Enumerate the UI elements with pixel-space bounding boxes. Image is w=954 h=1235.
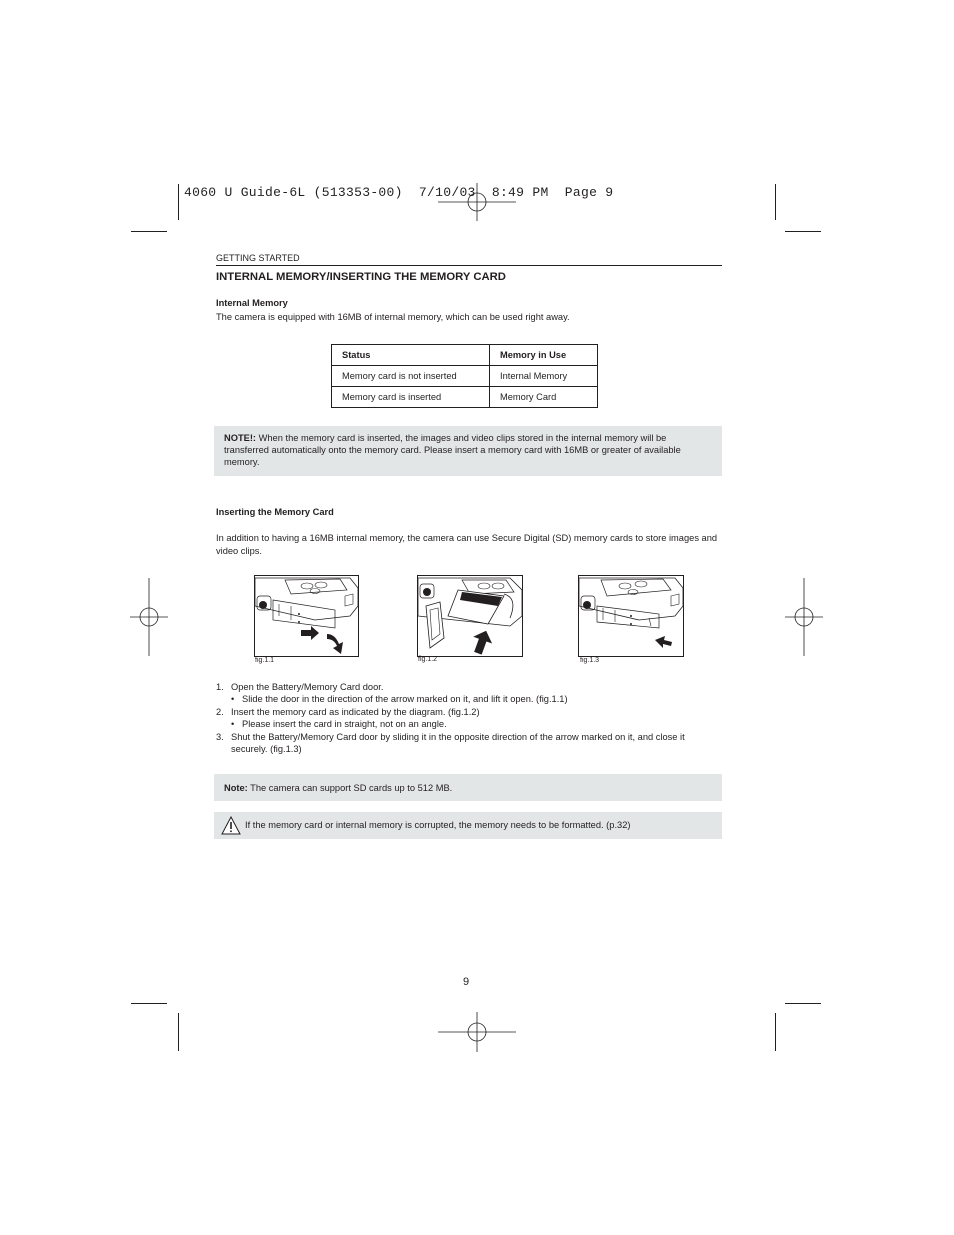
step-text: Open the Battery/Memory Card door. xyxy=(231,682,384,692)
section-label: GETTING STARTED xyxy=(216,253,300,263)
registration-mark-left xyxy=(130,578,168,656)
figure-1-2 xyxy=(417,575,523,657)
step-item xyxy=(216,731,716,756)
inserting-heading: Inserting the Memory Card xyxy=(216,507,334,517)
warning-text: If the memory card or internal memory is corrupted, the memory needs to be formatted. (p.32) xyxy=(245,820,631,830)
print-slug: 4060 U Guide-6L (513353-00) 7/10/03 8:49 PM Page 9 xyxy=(184,185,614,200)
step-bullet-text: Please insert the card in straight, not on an angle. xyxy=(242,719,447,730)
step-number: 2. xyxy=(216,706,224,717)
figure-1-2-caption: fig.1.2 xyxy=(418,656,438,663)
registration-mark-bottom xyxy=(438,1012,516,1052)
page-number: 9 xyxy=(463,976,470,988)
figure-1-3-caption: fig.1.3 xyxy=(580,657,600,664)
step-bullet xyxy=(216,693,716,705)
note-box-sd-support xyxy=(214,774,722,801)
camera-door-open-illustration xyxy=(255,576,358,656)
memory-card-insert-illustration xyxy=(418,576,522,656)
table-header-memory-in-use: Memory in Use xyxy=(490,345,598,366)
step-number: 1. xyxy=(216,682,224,692)
warning-triangle-icon xyxy=(221,816,241,835)
note-box-transfer xyxy=(214,426,722,476)
table-cell: Internal Memory xyxy=(490,366,598,387)
table-header-row xyxy=(332,345,598,366)
table-cell: Memory card is not inserted xyxy=(332,366,490,387)
memory-status-table xyxy=(331,344,598,408)
step-item xyxy=(216,681,716,693)
figure-1-3 xyxy=(578,575,684,657)
warning-box xyxy=(214,812,722,839)
step-bullet xyxy=(216,718,716,730)
step-item xyxy=(216,706,716,718)
internal-memory-text: The camera is equipped with 16MB of internal memory, which can be used right away. xyxy=(216,312,570,322)
table-cell: Memory card is inserted xyxy=(332,387,490,408)
step-text: Shut the Battery/Memory Card door by sliding it in the opposite direction of the arrow marked on it, and close it securely. (fig.1.3) xyxy=(231,731,685,755)
page-title: INTERNAL MEMORY/INSERTING THE MEMORY CARD xyxy=(216,271,506,283)
registration-mark-right xyxy=(785,578,823,656)
step-text: Insert the memory card as indicated by the diagram. (fig.1.2) xyxy=(231,706,480,717)
camera-door-close-illustration xyxy=(579,576,683,656)
figure-1-1-caption: fig.1.1 xyxy=(255,657,275,664)
bullet-icon: • xyxy=(231,694,235,705)
note-text: The camera can support SD cards up to 512 MB. xyxy=(247,783,453,793)
inserting-text: In addition to having a 16MB internal memory, the camera can use Secure Digital (SD) memory cards to store images and video clips. xyxy=(216,533,718,556)
step-bullet-text: Slide the door in the direction of the arrow marked on it, and lift it open. (fig.1.1) xyxy=(242,694,568,705)
note-label: Note: xyxy=(224,783,248,793)
table-header-status: Status xyxy=(332,345,490,366)
header-rule xyxy=(216,265,722,266)
table-row xyxy=(332,387,598,408)
step-number: 3. xyxy=(216,731,224,742)
instruction-steps xyxy=(216,681,716,755)
note-text: When the memory card is inserted, the images and video clips stored in the internal memory will be transferred automatically onto the memory card. Please insert a memory card with 16MB or greater of available memory. xyxy=(224,433,681,467)
internal-memory-heading: Internal Memory xyxy=(216,298,288,308)
table-cell: Memory Card xyxy=(490,387,598,408)
figure-1-1 xyxy=(254,575,359,657)
bullet-icon: • xyxy=(231,719,235,730)
note-label: NOTE!: xyxy=(224,433,257,443)
table-row xyxy=(332,366,598,387)
